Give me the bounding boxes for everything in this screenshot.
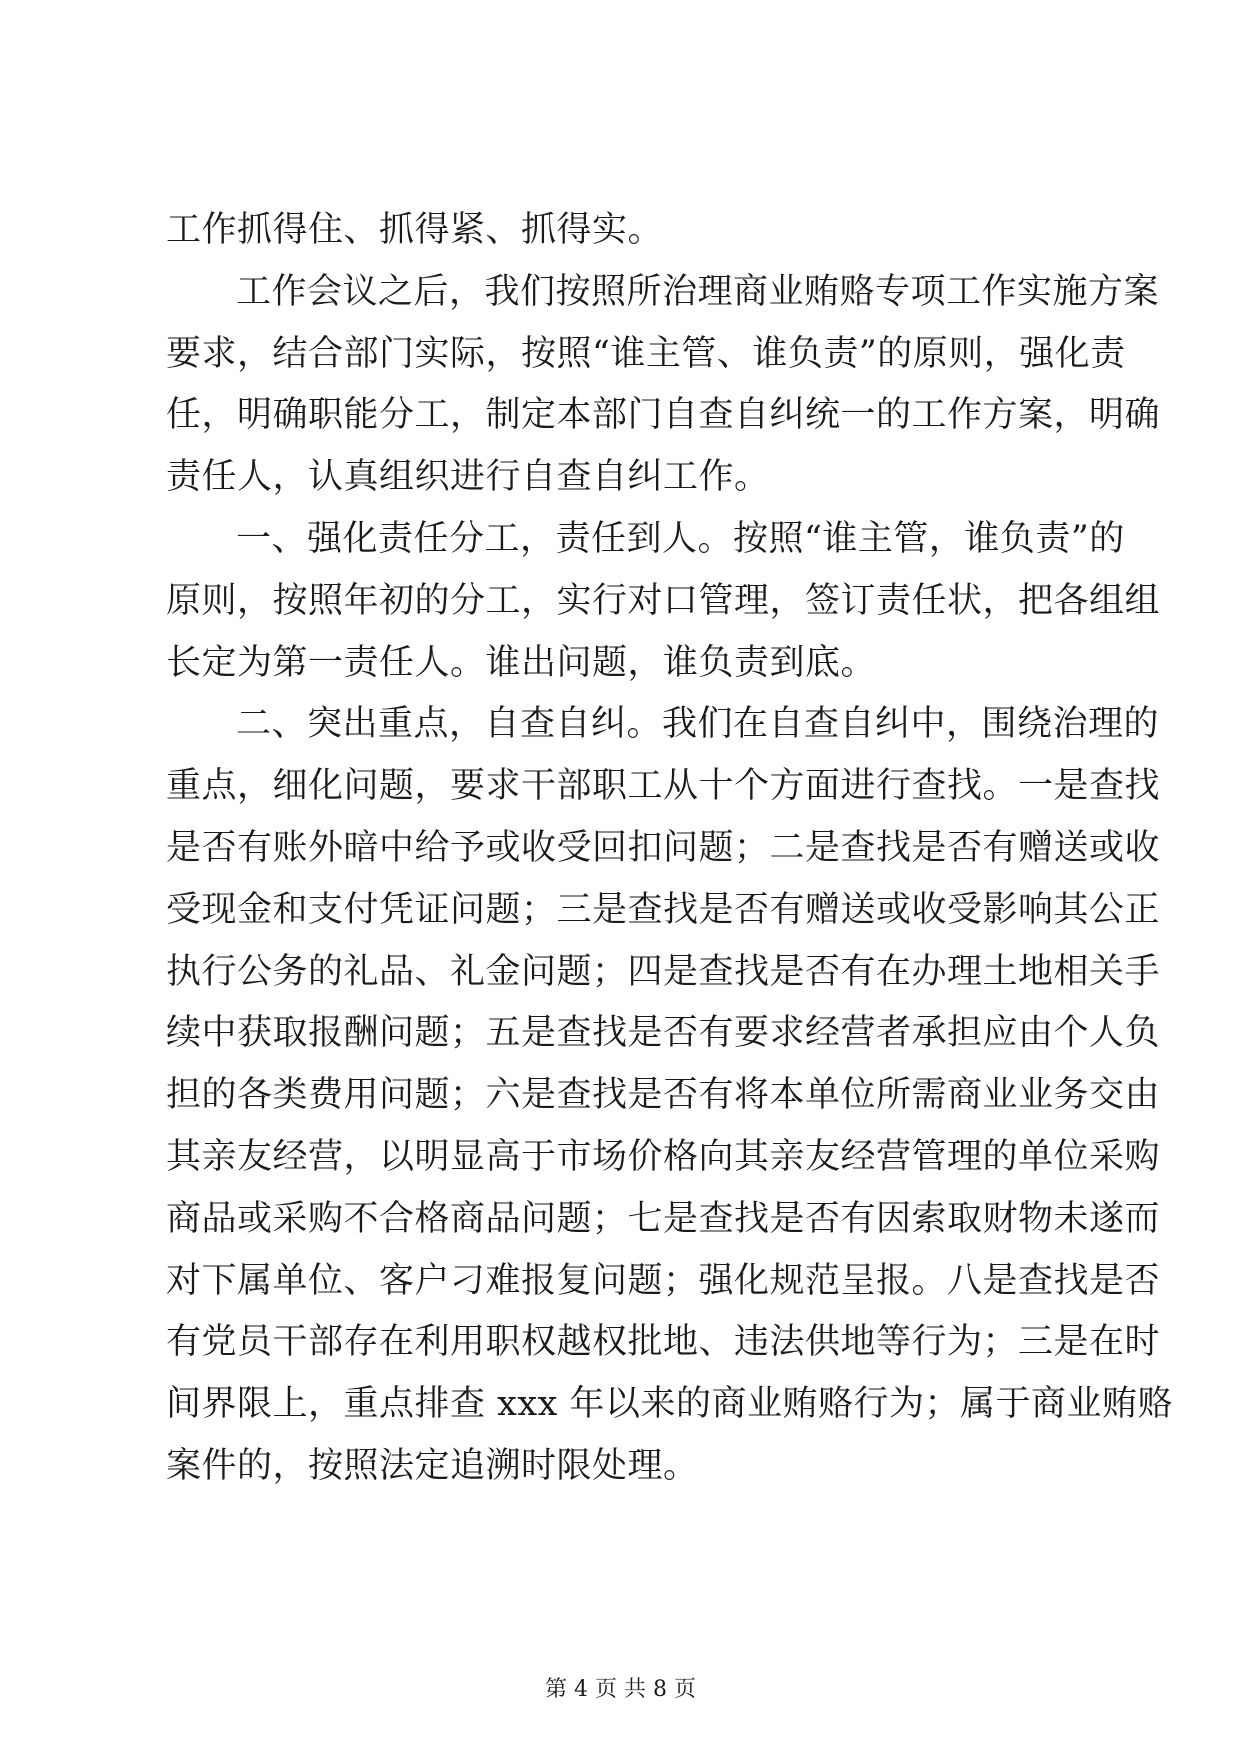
page-footer (0, 1672, 1241, 1703)
text-line: 受现金和支付凭证问题；三是查找是否有赠送或收受影响其公正 (166, 889, 1161, 930)
text-line: 工作抓得住、抓得紧、抓得实。 (166, 210, 664, 250)
text-line: 任，明确职能分工，制定本部门自查自纠统一的工作方案，明确 (166, 395, 1161, 436)
text-line: 间界限上，重点排查 xxx 年以来的商业贿赂行为；属于商业贿赂 (166, 1384, 1173, 1425)
text-line: 长定为第一责任人。谁出问题，谁负责到底。 (166, 642, 877, 683)
text-line: 其亲友经营，以明显高于市场价格向其亲友经营管理的单位采购 (166, 1136, 1161, 1177)
document-body (166, 200, 1173, 1498)
text-line: 重点，细化问题，要求干部职工从十个方面进行查找。一是查找 (166, 766, 1161, 807)
text-line: 对下属单位、客户刁难报复问题；强化规范呈报。八是查找是否 (166, 1260, 1161, 1301)
text-line: 原则，按照年初的分工，实行对口管理，签订责任状，把各组组 (166, 580, 1161, 621)
text-line: 案件的，按照法定追溯时限处理。 (166, 1445, 699, 1486)
text-line: 工作会议之后，我们按照所治理商业贿赂专项工作实施方案 (236, 271, 1160, 312)
text-line: 是否有账外暗中给予或收受回扣问题；二是查找是否有赠送或收 (166, 827, 1161, 868)
text-line: 有党员干部存在利用职权越权批地、违法供地等行为；三是在时 (166, 1322, 1161, 1363)
text-line: 续中获取报酬问题；五是查找是否有要求经营者承担应由个人负 (166, 1013, 1161, 1054)
text-line: 执行公务的礼品、礼金问题；四是查找是否有在办理土地相关手 (166, 951, 1161, 992)
text-line: 一、强化责任分工，责任到人。按照“谁主管，谁负责”的 (236, 518, 1125, 559)
text-line: 责任人，认真组织进行自查自纠工作。 (166, 457, 770, 498)
text-line: 要求，结合部门实际，按照“谁主管、谁负责”的原则，强化责 (166, 333, 1126, 374)
text-line: 担的各类费用问题；六是查找是否有将本单位所需商业业务交由 (166, 1075, 1161, 1116)
page-number: 第 4 页 共 8 页 (545, 1677, 696, 1702)
text-line: 商品或采购不合格商品问题；七是查找是否有因索取财物未遂而 (166, 1198, 1161, 1239)
text-line: 二、突出重点，自查自纠。我们在自查自纠中，围绕治理的 (236, 704, 1160, 745)
